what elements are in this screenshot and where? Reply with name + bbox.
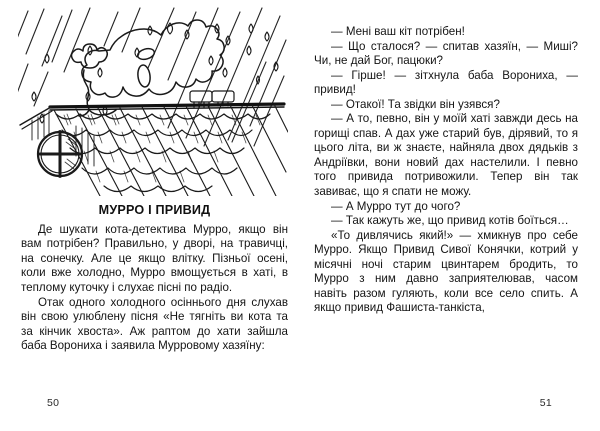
- paragraph: Отак одного холодного осіннього дня слухав він свою улюблену пісня «Не тягніть ви кота та за кінчик хвоста». Аж раптом до хати зайшла баба Ворониха і заявила Мурровому хазяїну:: [21, 295, 288, 353]
- paragraph: — Так кажуть же, що привид котів боїться…: [331, 214, 569, 228]
- right-page-body: [314, 0, 578, 316]
- page-number-right: 51: [539, 397, 552, 409]
- ghost-roof-illustration: [18, 6, 288, 196]
- attic-window: [38, 131, 82, 178]
- paragraph: — Мені ваш кіт потрібен!: [331, 25, 465, 38]
- paragraph: — А то, певно, він у моїй хаті завжди десь на горищі спав. А дах уже старий був, дірявий, то я цього літа, ви ж знаєте, найняла двох дядьків з Андріївки, вони новий дах настелили. І певно того привида потривожили. Тепер він так завиває, що я спати не можу.: [314, 112, 578, 199]
- paragraph: — А Мурро тут до чого?: [331, 199, 461, 213]
- left-page-body: [21, 223, 288, 354]
- paragraph: — Гірше! — зітхнула баба Ворониха, — привид!: [314, 68, 578, 97]
- paragraph: «То дивлячись який!» — хмикнув про себе Мурро. Якщо Привид Сивої Конячки, котрий у місячні ночі старим цвинтарем бродить, то Мурро з ним давно заприятелював, часом навіть разом гуляють, коли все село спить. А якщо привид Фашиста-танкіста,: [314, 228, 578, 315]
- story-title: МУРРО І ПРИВИД: [98, 203, 211, 217]
- page-number-left: 50: [47, 397, 60, 409]
- paragraph: Де шукати кота-детектива Мурро, якщо він вам потрібен? Правильно, у дворі, на травичці, на сонечку. Але це якщо влітку. Пізньої осені, коли вже холодно, Мурро вмощується в хаті, в теплому куточку і слухає пісні по радіо.: [21, 222, 288, 295]
- right-page: [300, 0, 600, 431]
- paragraph: — Отакої! Та звідки він узявся?: [331, 97, 500, 111]
- illustration-svg: [18, 6, 288, 196]
- paragraph: — Що сталося? — спитав хазяїн, — Миші? Чи, не дай Бог, пацюки?: [314, 39, 578, 68]
